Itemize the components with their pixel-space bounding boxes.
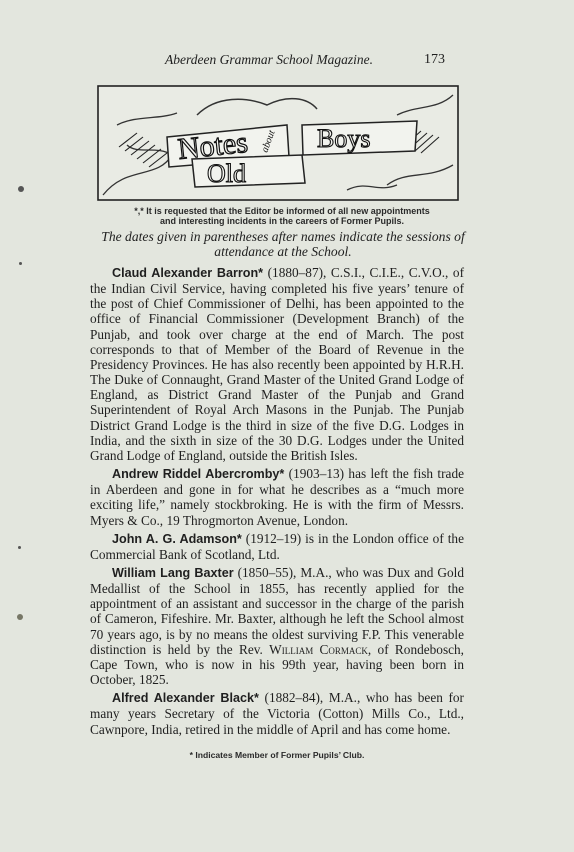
notes-body (90, 265, 464, 740)
entry-text-continued: of Rondebosch, Cape Town, who is now in his 99th year, having been born in October, 1825. (90, 641, 464, 688)
banner-word-notes: Notes (176, 125, 250, 166)
member-footnote: * Indicates Member of Former Pupils’ Club. (189, 750, 365, 760)
entry-text: M.A., who was Dux and Gold Medallist of the School in 1855, has recently applied for the appointment of an assistant and successor in the charge of the parish of Cameron, Fifeshire. Mr. Baxter, although he left the School almost 70 years ago, is by no means the oldest surviving F.P. This venerable distinction is held by the Rev. (90, 564, 464, 657)
notes-about-old-boys-banner (97, 85, 459, 201)
entry-name: John A. G. Adamson* (112, 531, 242, 546)
banner-word-old: Old (207, 159, 246, 188)
page-header (0, 52, 574, 74)
entry-smallcaps-name: William Cormack, (269, 641, 372, 657)
entry-name: Claud Alexander Barron* (112, 266, 264, 280)
entry-name: Andrew Riddel Abercromby* (112, 467, 285, 482)
request-notice-line-1: *,* It is requested that the Editor be informed of all new appointments (134, 206, 430, 216)
entry-text: is in the London office of the Commercial Bank of Scotland, Ltd. (90, 530, 464, 562)
entry-text: M.A., who has been for many years Secretary of the Victoria (Cotton) Mills Co., Ltd., Cawnpore, India, retired in the middle of April and has come home. (90, 690, 464, 737)
banner-illustration (97, 85, 459, 201)
entry-text: has left the fish trade in Aberdeen and gone in for what he describes as a “much more exciting life,” namely stockbroking. He is with the firm of Messrs. Myers & Co., 19 Throgmorton Avenue, London. (90, 466, 464, 528)
banner-word-about: about (259, 128, 278, 155)
entry-dates: (1912–19) (245, 530, 302, 546)
page-number: 173 (424, 52, 445, 67)
paper-speck (19, 262, 22, 265)
paper-speck (18, 186, 24, 192)
entry-name: Alfred Alexander Black* (112, 691, 259, 706)
paper-speck (18, 546, 21, 549)
banner-word-boys: Boys (317, 124, 371, 153)
entry-abercromby (90, 466, 464, 528)
entry-text: C.S.I., C.I.E., C.V.O., of the Indian Civil Service, having completed his five years’ tenure of the post of Chief Commissioner of Delhi, has been appointed to the office of Financial Commissioner (Development Branch) of the Punjab, and took over charge at the end of March. The post corresponds to that of Member of the Board of Revenue in the Presidency Provinces. He has also recently been appointed by H.R.H. The Duke of Connaught, Grand Master of the United Grand Lodge of England, as District Grand Master of the Punjab and Grand Superintendent of Royal Arch Masons in the Punjab. The Punjab District Grand Lodge is the third in size of the five D.G. Lodges in India, and the sixth in size of the 30 D.G. Lodges under the United Grand Lodge of England, outside the British Isles. (90, 265, 465, 463)
dates-notice: The dates given in parentheses after names indicate the sessions of attendance at the School. (101, 229, 465, 259)
entry-dates: (1903–13) (288, 466, 345, 482)
request-notice-line-2: and interesting incidents in the careers of Former Pupils. (159, 216, 405, 226)
running-title: Aberdeen Grammar School Magazine. (165, 52, 373, 67)
entry-adamson (90, 531, 464, 562)
entry-black (90, 690, 464, 736)
entry-name: William Lang Baxter (112, 565, 234, 580)
request-notice (95, 206, 469, 226)
entry-barron (90, 265, 464, 463)
paper-speck (17, 614, 23, 620)
entry-dates: (1882–84), (264, 690, 324, 706)
entry-baxter (90, 565, 464, 687)
entry-dates: (1880–87), (267, 265, 327, 280)
entry-dates: (1850–55), (237, 564, 297, 580)
